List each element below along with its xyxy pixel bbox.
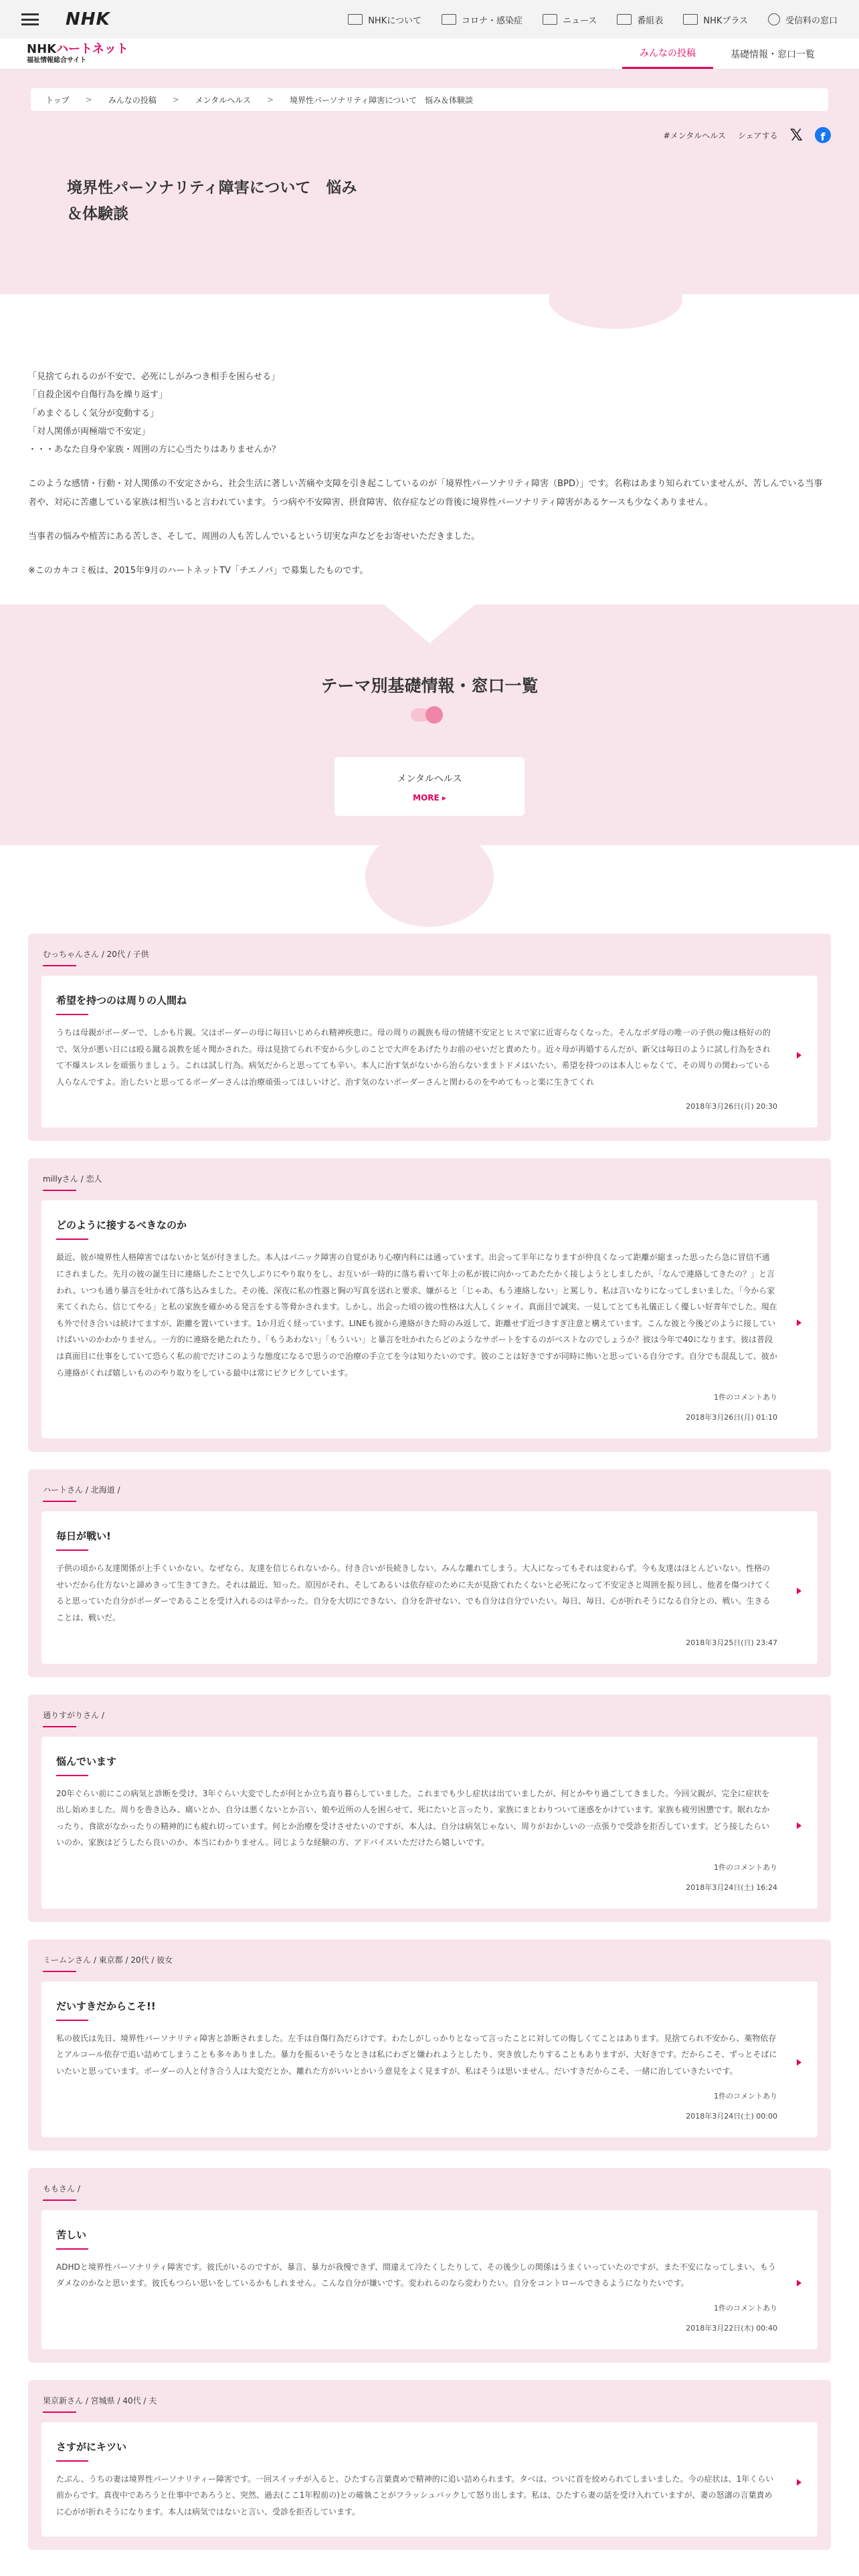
post-author: ミームンさん / 東京都 / 20代 / 彼女 bbox=[43, 1955, 173, 1965]
site-nav bbox=[622, 39, 832, 69]
post-title: どのように接するべきなのか bbox=[56, 1219, 187, 1232]
post-title: 苦しい bbox=[56, 2228, 87, 2241]
post bbox=[28, 2380, 831, 2550]
post-meta bbox=[56, 1862, 777, 1893]
post-date: 2018年3月26日(月) 20:30 bbox=[686, 1102, 777, 1111]
heartnet-logo[interactable] bbox=[27, 43, 128, 64]
divider bbox=[43, 965, 76, 966]
divider bbox=[43, 2411, 76, 2413]
global-nav-program-guide[interactable] bbox=[617, 13, 663, 26]
global-nav-label: 受信料の窓口 bbox=[785, 15, 838, 26]
divider bbox=[43, 2199, 76, 2201]
breadcrumb-item-posts[interactable]: みんなの投稿 bbox=[108, 95, 157, 105]
post-author: 果京新さん / 宮城県 / 40代 / 夫 bbox=[43, 2395, 157, 2405]
breadcrumb-separator: > bbox=[266, 95, 274, 104]
x-share-icon[interactable]: 𝕏 bbox=[789, 126, 803, 144]
post-body: ADHDと境界性パーソナリティ障害です。彼氏がいるのですが、暴言、暴力が我慢できず、間違えて冷たくしたりして、その後少しの関係はうまくいっていたのですが、また不安になってしまい、もうダメなのかなと思います。彼氏もつらい思いをしているかもしれません。こんな自分が嫌いです。変われるのなら変わりたい。自分をコントロールできるようになりたいです。 bbox=[56, 2262, 776, 2288]
intro-line: ・・・あなた自身や家族・周囲の方に心当たりはありませんか？ bbox=[28, 445, 281, 455]
hashtag-link[interactable]: #メンタルヘルス bbox=[663, 130, 726, 140]
post-card[interactable] bbox=[41, 1737, 818, 1909]
comment-count[interactable]: 1件のコメントあり bbox=[714, 1862, 777, 1872]
post bbox=[28, 934, 831, 1141]
global-nav-label: ニュース bbox=[562, 15, 597, 26]
breadcrumb-item-mental-health[interactable]: メンタルヘルス bbox=[195, 95, 251, 105]
nhk-logo[interactable]: NHK bbox=[66, 9, 110, 29]
post-meta bbox=[56, 2090, 777, 2121]
global-nav-label: 番組表 bbox=[637, 15, 664, 26]
post-body: たぶん、うちの妻は境界性パーソナリティー障害です。一回スイッチが入ると、ひたすら言葉責めで精神的に追い詰められます。タベは、ついに首を絞められてしまいました。今の症状は、1年くらい前からです。真夜中であろうと仕事中であろうと、突然、過去(ここ1年程前の)との確執ことがフラッシュバックして怒り出します。私は、ひたすら妻の話を受け入れていますが、妻の怒濤の言葉責めに心がが折れそうになります。本人は病気ではないと言い、受診を拒否しています。 bbox=[56, 2474, 774, 2517]
post-meta bbox=[56, 1637, 777, 1648]
speech-bubble-decoration bbox=[365, 827, 494, 927]
post-author: ももさん / bbox=[43, 2183, 80, 2193]
post-title: 悩んでいます bbox=[56, 1755, 117, 1767]
post-card[interactable] bbox=[41, 2422, 818, 2537]
intro-line: 「対人関係が両極端で不安定」 bbox=[28, 426, 151, 437]
divider bbox=[56, 2460, 88, 2462]
hero bbox=[0, 70, 859, 294]
global-header bbox=[0, 0, 859, 39]
post bbox=[28, 2168, 831, 2363]
share-label: シェアする bbox=[737, 130, 778, 140]
post bbox=[28, 1695, 831, 1922]
divider bbox=[56, 1239, 88, 1240]
nhk-plus-icon bbox=[683, 14, 698, 25]
breadcrumb-item-top[interactable]: トップ bbox=[45, 95, 70, 105]
brand-sub: 福祉情報総合サイト bbox=[27, 57, 87, 65]
post-card[interactable] bbox=[41, 1200, 818, 1438]
global-nav-about[interactable] bbox=[348, 13, 421, 26]
global-nav-nhk-plus[interactable] bbox=[683, 13, 748, 26]
post-body: 20年ぐらい前にこの病気と診断を受け、3年ぐらい大変でしたが何とか立ち直り暮らしていました。これまでも少し症状は出ていましたが、何とかやり過ごしてきました。今回父親が、完全に症状を出し始めました。周りを巻き込み、痛いとか、自分は悪くないとか言い、娘や近所の人を困らせて、死にたいと言ったり、家族にまとわりついて迷惑をかけています。家族も疲労困憊です。眠れなかったり、食欲がなかったりの精神的にも疲れ切っています。何とか治療を受けさせたいのですが、本人は、自分は病気じゃない、周りがおかしいの一点張りで受診を拒否しています。どう接したらいいのか、家族はどうしたら良いのか、本当にわかりません。同じような経験の方、アドバイスいただけたら嬉しいです。 bbox=[56, 1788, 770, 1848]
chevron-right-icon[interactable] bbox=[797, 1588, 801, 1594]
share-bar bbox=[664, 126, 831, 144]
nhk-about-icon bbox=[348, 14, 363, 25]
divider bbox=[56, 1775, 88, 1776]
intro-note: ※このカキコミ板は、2015年9月のハートネットTV「チエノバ」で募集したものです。 bbox=[28, 566, 369, 576]
corona-icon bbox=[442, 14, 456, 25]
post-author: ハートさん / 北海道 / bbox=[43, 1485, 120, 1495]
post-card[interactable] bbox=[41, 1981, 818, 2137]
intro bbox=[0, 294, 859, 580]
more-link[interactable]: MORE ▸ bbox=[413, 793, 446, 802]
divider bbox=[43, 1190, 76, 1191]
post-author: millyさん / 恋人 bbox=[43, 1174, 102, 1184]
post-card[interactable] bbox=[41, 976, 818, 1128]
fee-window-icon bbox=[768, 13, 780, 25]
program-guide-icon bbox=[617, 14, 632, 25]
intro-line: 「めまぐるしく気分が変動する」 bbox=[28, 408, 159, 419]
divider bbox=[43, 1726, 76, 1727]
theme-card-mental-health[interactable] bbox=[335, 757, 524, 816]
chevron-right-icon[interactable] bbox=[797, 1052, 801, 1059]
tab-basic-info[interactable]: 基礎情報・窓口一覧 bbox=[731, 49, 815, 60]
post-meta bbox=[56, 1101, 777, 1111]
breadcrumb bbox=[31, 88, 828, 111]
global-nav-label: NHKプラス bbox=[703, 15, 748, 26]
global-nav bbox=[348, 13, 838, 26]
intro-line: 「見捨てられるのが不安で、必死にしがみつき相手を困らせる」 bbox=[28, 372, 280, 382]
intro-paragraph: このような感情・行動・対人関係の不安定さから、社会生活に著しい苦痛や支障を引き起こしているのが「境界性パーソナリティ障害（BPD）」です。名称はあまり知られていませんが、苦しんでいる当事者や、対応に苦慮している家族は相当いると言われています。うつ病や不安障害、摂食障害、依存症などの背後に境界性パーソナリティ障害があるケースも少なくありません。 bbox=[28, 479, 823, 508]
chevron-right-icon[interactable] bbox=[797, 2280, 801, 2286]
global-nav-label: コロナ・感染症 bbox=[461, 15, 522, 26]
post-title: 毎日が戦い! bbox=[56, 1530, 111, 1543]
breadcrumb-separator: > bbox=[85, 95, 92, 104]
intro-line: 「自殺企図や自傷行為を繰り返す」 bbox=[28, 390, 168, 401]
post bbox=[28, 1469, 831, 1677]
page-title: 境界性パーソナリティ障害について 悩み＆体験談 bbox=[67, 179, 357, 223]
post-title: だいすきだからこそ!! bbox=[56, 2000, 156, 2012]
post bbox=[28, 1158, 831, 1452]
post-title: さすがにキツい bbox=[56, 2440, 127, 2453]
post-author: むっちゃんさん / 20代 / 子供 bbox=[43, 950, 149, 959]
post-title: 希望を持つのは周りの人間ね bbox=[56, 994, 187, 1006]
post-card[interactable] bbox=[41, 1511, 818, 1663]
divider bbox=[56, 1014, 88, 1015]
divider bbox=[56, 2248, 88, 2250]
post-author: 通りすがりさん / bbox=[43, 1710, 104, 1720]
menu-icon[interactable] bbox=[21, 13, 39, 25]
comment-count[interactable]: 1件のコメントあり bbox=[714, 2091, 777, 2101]
global-nav-news[interactable] bbox=[543, 13, 597, 26]
divider bbox=[43, 1971, 76, 1972]
speech-bubble-decoration bbox=[549, 269, 682, 329]
speech-bubble-decoration bbox=[383, 603, 476, 643]
brand-accent: ハートネット bbox=[56, 42, 128, 57]
intro-paragraph: 当事者の悩みや植苦にある苦しさ、そして、周囲の人も苦しんでいるという切実な声などをお寄せいただきました。 bbox=[28, 532, 480, 542]
comment-count[interactable]: 1件のコメントあり bbox=[714, 1393, 777, 1402]
news-icon bbox=[543, 14, 557, 25]
post-meta bbox=[56, 1392, 777, 1422]
post-card[interactable] bbox=[41, 2210, 818, 2349]
global-nav-fee[interactable] bbox=[768, 13, 838, 26]
post-date: 2018年3月22日(木) 00:40 bbox=[686, 2323, 777, 2333]
breadcrumb-item-current: 境界性パーソナリティ障害について 悩み＆体験談 bbox=[290, 95, 474, 105]
post-body: 最近、彼が境界性人格障害ではないかと気が付きました。本人はパニック障害の自覚があり心療内科には通っています。出会って半年になりますが仲良くなって距離が縮まった思ったら急に冒信不通にされました。先月の彼の誕生日に連絡したことで久しぶりにやり取りをし、お互いが一時的に落ち着いて年上の私が彼に向かってあたたかく接しようとしましたが、「なんで連絡してきたの？」と言われ、いつも通り暴言を吐かれて落ち込みました。その後、深夜に私の性器と胸の写真を送れと要求、嫌がると「じゃあ、もう連絡しない」と罵しり、私は言いなりになってしまいました。「今から家来てくれたら、信じてやる」と私の家族を確かめる発言をする等脅かされます。しかし、出会った頃の彼の性格は大人しくシャイ、真面目で誠実、一見してとても礼儀正しく優しい好青年でした。現在も外で付き合いは続けてますが、距離を置いています。1か月近く経っています。LINEも彼から連絡がきた時のみ返して、距離せず近づきすぎ注意と構えています。こんな彼と今後どのように接していけばいいのかわかりません。一方的に連絡を絶たれたり、「もうあわない」「もういい」と暴言を吐かれたらどのようなサポートをするのがベストなのでしょうか？彼は今年で40になります。彼は普段は真面目に仕事をしていて恐らく私の前でだけこのような態度になるで思うので治療の手立てを今は知りたいのです。彼のことは好きですが同時に怖いと思っている自分です。自分でも混乱して、彼から連絡がくれば嬉しいもののやり取りをしている最中は常にビクビクしています。 bbox=[56, 1253, 777, 1378]
theme-section bbox=[0, 605, 859, 845]
theme-card-label: メンタルヘルス bbox=[397, 774, 462, 784]
chevron-right-icon[interactable] bbox=[797, 1319, 801, 1326]
chevron-right-icon[interactable] bbox=[797, 1822, 801, 1829]
breadcrumb-separator: > bbox=[172, 95, 179, 104]
decorative-dots bbox=[411, 705, 451, 725]
divider bbox=[43, 1501, 76, 1502]
post-list bbox=[28, 934, 831, 2567]
post-meta bbox=[56, 2302, 777, 2333]
global-nav-corona[interactable] bbox=[442, 13, 522, 26]
post-date: 2018年3月24日(土) 16:24 bbox=[686, 1883, 777, 1892]
divider bbox=[56, 1549, 88, 1551]
site-header bbox=[0, 39, 859, 70]
theme-title: テーマ別基礎情報・窓口一覧 bbox=[320, 676, 539, 695]
post-date: 2018年3月24日(土) 00:00 bbox=[686, 2111, 777, 2121]
chevron-right-icon[interactable] bbox=[797, 2479, 801, 2486]
post-date: 2018年3月26日(月) 01:10 bbox=[686, 1413, 777, 1422]
divider bbox=[56, 2020, 88, 2021]
global-nav-label: NHKについて bbox=[368, 15, 421, 26]
post-body: 私の彼氏は先日、境界性パーソナリティ障害と診断されました。左手は自傷行為だらけです。わたしがしっかりとなって言ったことに対しての悔しくてことはあります。見捨てられ不安から、薬物依存とアルコール依存で追い詰めてしまうことも多々ありました。暴力を振るいそうなときは私にわざと嫌われようとしたり、突き放したりすることもありますが、大好きです。だからこそ、ずっとそばにいたいと思っています。ボーダーの人と付き合う人は大変だとか、離れた方がいいとかいう意見をよく見ますが、私はそうは思いません。だいすきだからこそ、一緒に治していきたいです。 bbox=[56, 2033, 777, 2076]
tab-posts[interactable]: みんなの投稿 bbox=[622, 39, 713, 69]
brand-main: NHK bbox=[27, 42, 57, 57]
post-body: うちは母親がボーダーで、しかも片親。父はボーダーの母に毎日いじめられ精神疾患に。母の周りの親族も母の情緒不安定とヒスで家に近寄らなくなった。そんなボダ母の唯一の子供の俺は格好の的で、気分が悪い日には殴る蹴る説教を延々聞かされた。母は見捨てられ不安から少しのことで大声をあげたりお前のせいだと責めたり。近々母が再婚するんだが、新父は毎日のように試し行為をされて不爆スレスレを頑張りましょう。これは試し行為。病気だからと思ってても辛い。本人に治す気がないから治らないままトドメはいたい。希望を持つのは本人じゃなくて、その周りの関わっている人らなんですよ。治したいと思ってるボーダーさんは治療頑張ってほしいけど、治す気のないボーダーさんと関わるのをやめてもっと楽に生きてくれ bbox=[56, 1028, 771, 1087]
comment-count[interactable]: 1件のコメントあり bbox=[714, 2303, 777, 2313]
post bbox=[28, 1939, 831, 2151]
post-body: 子供の頃から友達関係が上手くいかない。なぜなら、友達を信じられないから。付き合いが長続きしない。みんな離れてしまう。大人になってもそれは変わらず。今も友達はほとんどいない。性格のせいだから仕方ないと諦めきって生きてきた。それは最近、知った。原因がそれ、そしてあるいは依存症のために夫が見捨てれたくないと必死になって不安定さと周囲を振り回し、他者を傷つけてくると思っていた自分がボーダーであることを受け入れるのは辛かった。自分を大切にできない、自分を許せない、でも自分は自分でいたい。毎日、毎日、心が折れそうになる自分との、戦い。生きることは、戦いだ。 bbox=[56, 1564, 771, 1622]
facebook-share-icon[interactable]: f bbox=[815, 127, 831, 143]
chevron-right-icon[interactable] bbox=[797, 2059, 801, 2066]
post-date: 2018年3月25日(日) 23:47 bbox=[686, 1638, 777, 1647]
